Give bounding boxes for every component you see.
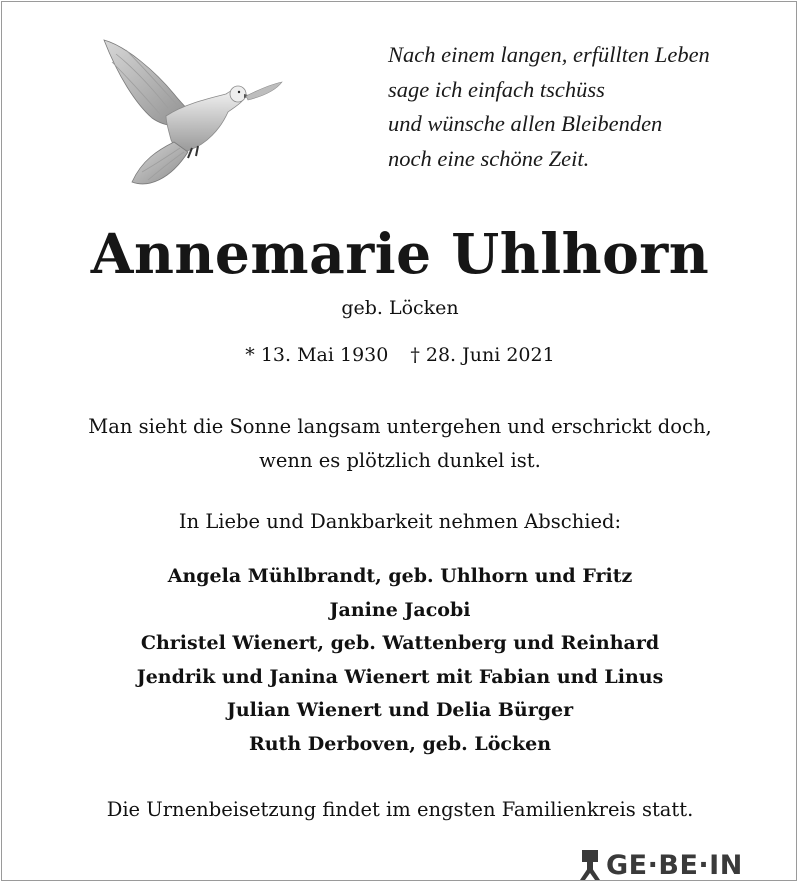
mourner-entry: Ruth Derboven, geb. Löcken	[248, 732, 552, 755]
poem-line: Nach einem langen, erfüllten Leben	[388, 42, 710, 67]
publisher-logo	[578, 848, 743, 882]
poem-line: sage ich einfach tschüss	[388, 76, 605, 102]
mourner-entry: Angela Mühlbrandt, geb. Uhlhorn und Fritz	[167, 565, 633, 587]
life-dates	[0, 340, 800, 370]
quote-line: wenn es plötzlich dunkel ist.	[259, 449, 541, 472]
mourner-entry: Christel Wienert, geb. Wattenberg und Reinhard	[140, 632, 660, 654]
death-date: † 28. Juni 2021	[410, 344, 555, 366]
deceased-name: Annemarie Uhlhorn	[90, 221, 710, 286]
poem-line: und wünsche allen Bleibenden	[388, 111, 663, 136]
burial-note: Die Urnenbeisetzung findet im engsten Familienkreis statt.	[106, 798, 694, 821]
birth-date: * 13. Mai 1930	[245, 344, 389, 366]
gebein-figure-icon	[578, 850, 602, 880]
mourner-entry: Jendrik und Janina Wienert mit Fabian und Linus	[136, 665, 664, 688]
logo-text: GE·BE·IN	[606, 849, 743, 881]
quote-line: Man sieht die Sonne langsam untergehen und erschrickt doch,	[88, 415, 712, 438]
mourners-list	[0, 560, 800, 761]
maiden-name: geb. Löcken	[341, 297, 459, 319]
mourner-entry: Julian Wienert und Delia Bürger	[226, 699, 574, 721]
mourner-entry: Janine Jacobi	[329, 598, 471, 621]
poem-line: noch eine schöne Zeit.	[388, 145, 590, 171]
farewell-intro: In Liebe und Dankbarkeit nehmen Abschied:	[178, 510, 622, 533]
dove-icon	[96, 32, 286, 192]
poem	[388, 38, 788, 176]
quote	[0, 410, 800, 478]
